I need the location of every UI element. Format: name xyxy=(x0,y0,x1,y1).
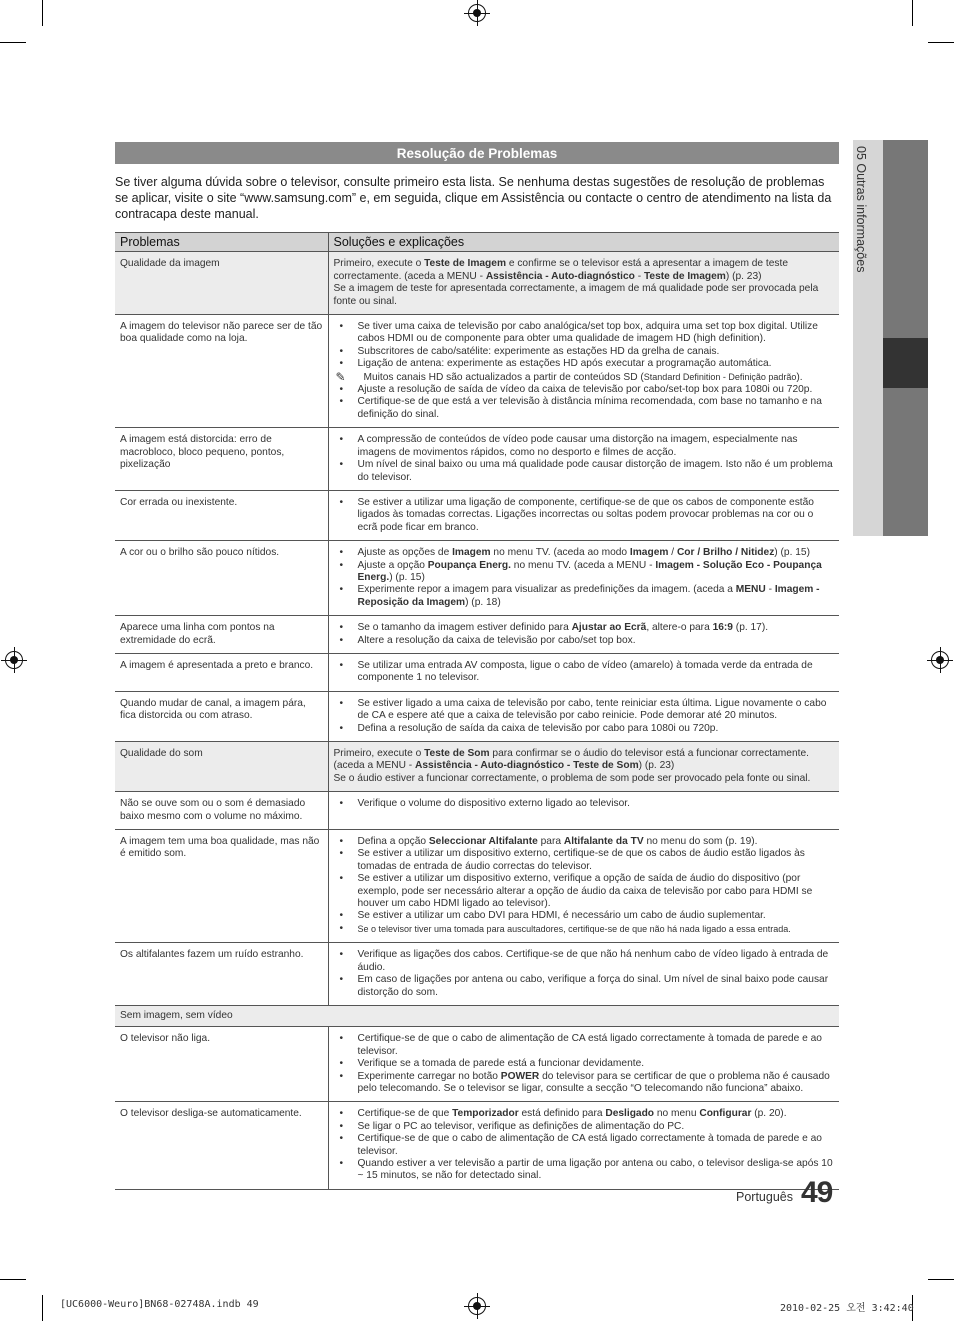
problem-cell: A imagem está distorcida: erro de macrobloco, bloco pequeno, pontos, pixelização xyxy=(115,428,328,491)
list-item: • Se estiver a utilizar uma ligação de componente, certifique-se de que os cabos de componente estão ligados às tomadas correctas. Ligações incorrectas ou soltas podem provocar problemas na cor ou o ecrã pode ficar em branco. xyxy=(334,497,835,534)
table-row xyxy=(115,792,839,830)
table-row xyxy=(115,252,839,315)
problem-cell: Quando mudar de canal, a imagem pára, fica distorcida ou com atraso. xyxy=(115,691,328,741)
print-slug-right: 2010-02-25 오전 3:42:40 xyxy=(780,1303,914,1314)
problem-cell: A imagem é apresentada a preto e branco. xyxy=(115,653,328,691)
solution-list xyxy=(334,622,835,647)
table-header-row xyxy=(115,233,839,252)
solution-list xyxy=(334,698,835,735)
list-item: • Verifique o volume do dispositivo externo ligado ao televisor. xyxy=(334,798,835,810)
solution-list xyxy=(334,321,835,421)
list-item: • Experimente repor a imagem para visualizar as predefinições da imagem. (aceda a MENU - Imagem - Reposição da Imagem) (p. 18) xyxy=(334,584,835,609)
registration-mark-icon xyxy=(468,4,486,22)
footer-language: Português xyxy=(736,1190,793,1204)
solution-list xyxy=(334,660,835,685)
problem-cell: A imagem tem uma boa qualidade, mas não é emitido som. xyxy=(115,830,328,943)
list-item: • Verifique as ligações dos cabos. Certifique-se de que não há nenhum cabo de vídeo ligado à entrada de áudio. xyxy=(334,949,835,974)
list-item: • Experimente carregar no botão POWER do televisor para se certificar de que o problema não é causado pelo telecomando. Se o televisor se ligar, consulte a secção “O telecomando não funciona” abaixo. xyxy=(334,1071,835,1096)
troubleshooting-table xyxy=(115,232,839,1190)
crop-mark xyxy=(42,1295,43,1321)
list-item: • Ajuste a opção Poupança Energ. no menu TV. (aceda a MENU - Imagem - Solução Eco - Poupança Energ.) (p. 15) xyxy=(334,560,835,585)
page-number: 49 xyxy=(801,1176,833,1209)
list-item: • Certifique-se de que está a ver televisão à distância mínima recomendada, com base no tamanho e na definição do sinal. xyxy=(334,396,835,421)
problem-cell: A imagem do televisor não parece ser de tão boa qualidade como na loja. xyxy=(115,315,328,428)
column-header-solutions: Soluções e explicações xyxy=(328,233,839,252)
problem-cell: Qualidade da imagem xyxy=(115,252,328,315)
solution-cell xyxy=(328,653,839,691)
registration-mark-icon xyxy=(931,651,949,669)
solution-cell xyxy=(328,792,839,830)
list-item: • Verifique se a tomada de parede está a funcionar devidamente. xyxy=(334,1058,835,1070)
problem-cell: Os altifalantes fazem um ruído estranho. xyxy=(115,943,328,1006)
table-row xyxy=(115,1005,839,1026)
solution-cell xyxy=(328,315,839,428)
crop-mark xyxy=(42,0,43,26)
problem-cell: Não se ouve som ou o som é demasiado baixo mesmo com o volume no máximo. xyxy=(115,792,328,830)
list-item: • Se o tamanho da imagem estiver definido para Ajustar ao Ecrã, altere-o para 16:9 (p. 17). xyxy=(334,622,835,634)
problem-cell: O televisor não liga. xyxy=(115,1027,328,1102)
list-item: • A compressão de conteúdos de vídeo pode causar uma distorção na imagem, especialmente nas imagens de movimentos rápidos, como no desporto e filmes de acção. xyxy=(334,434,835,459)
problem-cell: Qualidade do som xyxy=(115,742,328,792)
list-item: • Ligação de antena: experimente as estações HD após executar a programação automática. xyxy=(334,358,835,370)
list-item: • Defina a resolução de saída da caixa de televisão por cabo para 1080i ou 720p. xyxy=(334,723,835,735)
solution-cell xyxy=(328,490,839,540)
solution-cell: Primeiro, execute o Teste de Som para confirmar se o áudio do televisor está a funcionar correctamente. (aceda a MENU - Assistência - Auto-diagnóstico - Teste de Som) (p. 23) Se o áudio estiver a funcionar correctamente, o problema de som pode ser provocado pela fonte ou sinal. xyxy=(328,742,839,792)
solution-cell: Primeiro, execute o Teste de Imagem e confirme se o televisor está a apresentar a imagem de teste correctamente. (aceda a MENU - Assistência - Auto-diagnóstico - Teste de Imagem) (p. 23) Se a imagem de teste for apresentada correctamente, a imagem de má qualidade pode ser provocada pela fonte ou sinal. xyxy=(328,252,839,315)
solution-list xyxy=(334,798,835,810)
table-row xyxy=(115,691,839,741)
solution-list xyxy=(334,1033,835,1095)
chapter-side-tab-marker xyxy=(883,338,928,388)
list-item: • Se estiver a utilizar um cabo DVI para HDMI, é necessário um cabo de áudio suplementar. xyxy=(334,910,835,922)
table-row xyxy=(115,943,839,1006)
table-row xyxy=(115,653,839,691)
list-item: • Ajuste as opções de Imagem no menu TV. (aceda ao modo Imagem / Cor / Brilho / Nitidez) (p. 15) xyxy=(334,547,835,559)
table-row xyxy=(115,541,839,616)
solution-cell xyxy=(328,616,839,654)
registration-mark-icon xyxy=(468,1297,486,1315)
note-item: ✎ Muitos canais HD são actualizados a partir de conteúdos SD (Standard Definition - Definição padrão). xyxy=(334,371,835,384)
list-item: • Ajuste a resolução de saída de vídeo da caixa de televisão por cabo/set-top box para 1080i ou 720p. xyxy=(334,384,835,396)
list-item: • Um nível de sinal baixo ou uma má qualidade pode causar distorção de imagem. Isto não é um problema do televisor. xyxy=(334,459,835,484)
column-header-problems: Problemas xyxy=(115,233,328,252)
crop-mark xyxy=(912,0,913,26)
list-item: • Se estiver a utilizar um dispositivo externo, certifique-se de que os cabos de áudio estão ligados às tomadas de entrada de áudio correctas do televisor. xyxy=(334,848,835,873)
registration-mark-icon xyxy=(5,651,23,669)
table-row xyxy=(115,830,839,943)
table-row xyxy=(115,1027,839,1102)
list-item: • Se utilizar uma entrada AV composta, ligue o cabo de vídeo (amarelo) à tomada verde da entrada de componente 1 no televisor. xyxy=(334,660,835,685)
intro-paragraph: Se tiver alguma dúvida sobre o televisor, consulte primeiro esta lista. Se nenhuma destas sugestões de resolução de problemas se aplicar, visite o site “www.samsung.com” e, em seguida, clique em Assistência ou contacte o centro de atendimento na lista da contracapa deste manual. xyxy=(115,175,832,221)
table-body xyxy=(115,252,839,1189)
solution-cell xyxy=(328,691,839,741)
problem-cell: Cor errada ou inexistente. xyxy=(115,490,328,540)
list-item: • Se ligar o PC ao televisor, verifique as definições de alimentação do PC. xyxy=(334,1121,835,1133)
list-item: • Se estiver a utilizar um dispositivo externo, verifique a opção de saída de áudio do dispositivo (por exemplo, pode ser necessário alterar a opção de áudio da caixa de televisão por cabo para HDMI se houver um cabo HDMI ligado ao televisor). xyxy=(334,873,835,910)
list-item: • Quando estiver a ver televisão a partir de uma ligação por antena ou cabo, o televisor desliga-se após 10 ~ 15 minutos, se não for detectado sinal. xyxy=(334,1158,835,1183)
solution-list xyxy=(334,836,835,936)
list-item: • Certifique-se de que o cabo de alimentação de CA está ligado correctamente à tomada de parede e ao televisor. xyxy=(334,1133,835,1158)
solution-list xyxy=(334,547,835,609)
section-title: Resolução de Problemas xyxy=(115,142,839,164)
crop-mark xyxy=(928,42,954,43)
list-item: • Altere a resolução da caixa de televisão por cabo/set top box. xyxy=(334,635,835,647)
problem-cell: O televisor desliga-se automaticamente. xyxy=(115,1102,328,1189)
chapter-label: 05 Outras informações xyxy=(854,146,868,273)
table-row xyxy=(115,616,839,654)
crop-mark xyxy=(0,1279,26,1280)
crop-mark xyxy=(0,42,26,43)
solution-cell xyxy=(328,1027,839,1102)
solution-cell xyxy=(328,1102,839,1189)
list-item: • Se estiver ligado a uma caixa de televisão por cabo, tente reiniciar esta última. Ligue novamente o cabo de CA e espere até que a caixa de televisão por cabo reinicie. Pode demorar até 20 minutos. xyxy=(334,698,835,723)
solution-cell xyxy=(328,830,839,943)
solution-list xyxy=(334,949,835,999)
solution-cell xyxy=(328,943,839,1006)
print-slug-left: [UC6000-Weuro]BN68-02748A.indb 49 xyxy=(60,1299,259,1310)
list-item: • Em caso de ligações por antena ou cabo, verifique a força do sinal. Um nível de sinal baixo pode causar distorção do som. xyxy=(334,974,835,999)
list-item: • Se tiver uma caixa de televisão por cabo analógica/set top box, adquira uma set top box digital. Utilize cabos HDMI ou de componente para obter uma qualidade de imagem HD (high definition). xyxy=(334,321,835,346)
problem-cell: A cor ou o brilho são pouco nítidos. xyxy=(115,541,328,616)
group-heading: Sem imagem, sem vídeo xyxy=(115,1005,839,1026)
solution-list xyxy=(334,434,835,484)
crop-mark xyxy=(928,1279,954,1280)
table-row xyxy=(115,742,839,792)
table-row xyxy=(115,490,839,540)
table-row xyxy=(115,1102,839,1189)
list-item: • Certifique-se de que o cabo de alimentação de CA está ligado correctamente à tomada de parede e ao televisor. xyxy=(334,1033,835,1058)
solution-list xyxy=(334,1108,835,1182)
list-item: • Defina a opção Seleccionar Altifalante para Altifalante da TV no menu do som (p. 19). xyxy=(334,836,835,848)
solution-list xyxy=(334,497,835,534)
solution-cell xyxy=(328,541,839,616)
problem-cell: Aparece uma linha com pontos na extremidade do ecrã. xyxy=(115,616,328,654)
list-item: • Subscritores de cabo/satélite: experimente as estações HD da grelha de canais. xyxy=(334,346,835,358)
table-row xyxy=(115,428,839,491)
table-row xyxy=(115,315,839,428)
list-item: • Se o televisor tiver uma tomada para auscultadores, certifique-se de que não há nada ligado a essa entrada. xyxy=(334,923,835,936)
list-item: • Certifique-se de que Temporizador está definido para Desligado no menu Configurar (p. 20). xyxy=(334,1108,835,1120)
solution-cell xyxy=(328,428,839,491)
